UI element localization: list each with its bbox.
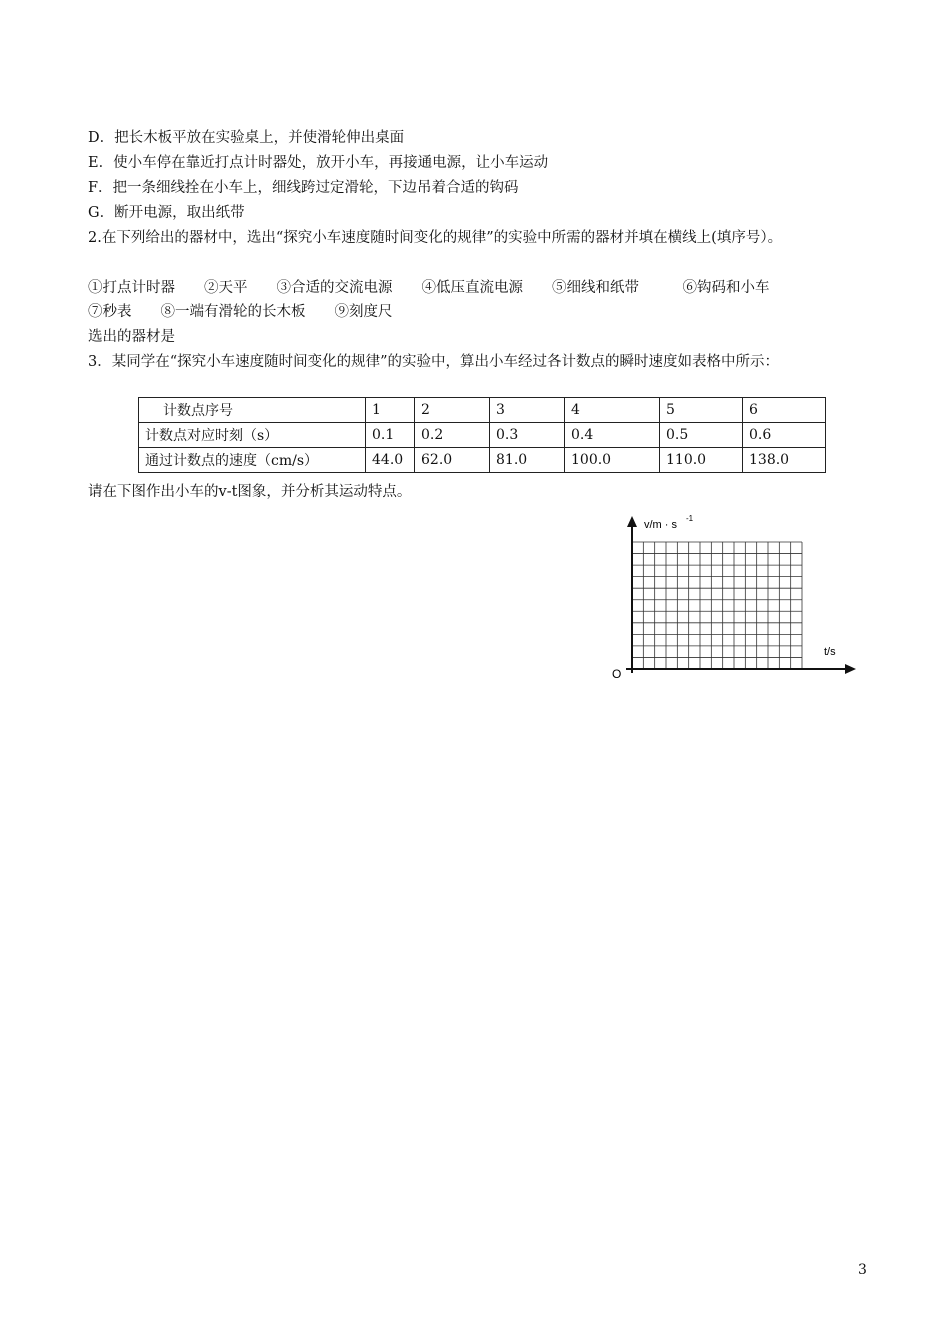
table-cell: 通过计数点的速度（cm/s）	[139, 448, 366, 473]
question-3-text: 3．某同学在“探究小车速度随时间变化的规律”的实验中，算出小车经过各计数点的瞬时速度如表格中所示：	[88, 354, 780, 370]
table-row	[139, 423, 826, 448]
equipment-list-row-1: ①打点计时器 ②天平 ③合适的交流电源 ④低压直流电源 ⑤细线和纸带 ⑥钩码和小车	[88, 280, 770, 296]
table-cell: 0.3	[490, 423, 565, 448]
graph-instruction: 请在下图作出小车的v-t图象，并分析其运动特点。	[88, 484, 412, 500]
step-f: F．把一条细线拴在小车上，细线跨过定滑轮，下边吊着合适的钩码	[88, 180, 519, 196]
table-cell: 计数点序号	[139, 398, 366, 423]
table-cell: 0.5	[660, 423, 743, 448]
page-number: 3	[858, 1262, 867, 1278]
velocity-table	[138, 397, 826, 473]
table-cell: 0.1	[366, 423, 415, 448]
step-d: D．把长木板平放在实验桌上，并使滑轮伸出桌面	[88, 130, 405, 146]
table-cell: 1	[366, 398, 415, 423]
step-g: G．断开电源，取出纸带	[88, 205, 245, 221]
graph-grid	[632, 542, 802, 669]
answer-prompt: 选出的器材是	[88, 329, 175, 345]
x-axis-arrow-icon	[845, 664, 856, 674]
table-cell: 62.0	[415, 448, 490, 473]
table-cell: 4	[565, 398, 660, 423]
y-axis-label: v/m · s	[644, 519, 677, 531]
y-axis-label-exponent: -1	[686, 514, 694, 523]
table-cell: 81.0	[490, 448, 565, 473]
table-cell: 6	[743, 398, 826, 423]
y-axis-arrow-icon	[627, 516, 637, 527]
table-cell: 44.0	[366, 448, 415, 473]
table-cell: 138.0	[743, 448, 826, 473]
table-cell: 0.4	[565, 423, 660, 448]
question-2-text: 2.在下列给出的器材中，选出“探究小车速度随时间变化的规律”的实验中所需的器材并填在横线上(填序号）。	[88, 230, 783, 246]
x-axis-label: t/s	[824, 646, 836, 658]
table-cell: 3	[490, 398, 565, 423]
table-cell: 计数点对应时刻（s）	[139, 423, 366, 448]
table-cell: 110.0	[660, 448, 743, 473]
step-e: E．使小车停在靠近打点计时器处，放开小车，再接通电源，让小车运动	[88, 155, 549, 171]
table-cell: 0.2	[415, 423, 490, 448]
table-cell: 2	[415, 398, 490, 423]
table-cell: 5	[660, 398, 743, 423]
equipment-list-row-2: ⑦秒表 ⑧一端有滑轮的长木板 ⑨刻度尺	[88, 304, 393, 320]
table-cell: 0.6	[743, 423, 826, 448]
table-row	[139, 398, 826, 423]
vt-graph	[606, 508, 866, 688]
origin-label: O	[612, 667, 622, 681]
table-cell: 100.0	[565, 448, 660, 473]
table-row	[139, 448, 826, 473]
